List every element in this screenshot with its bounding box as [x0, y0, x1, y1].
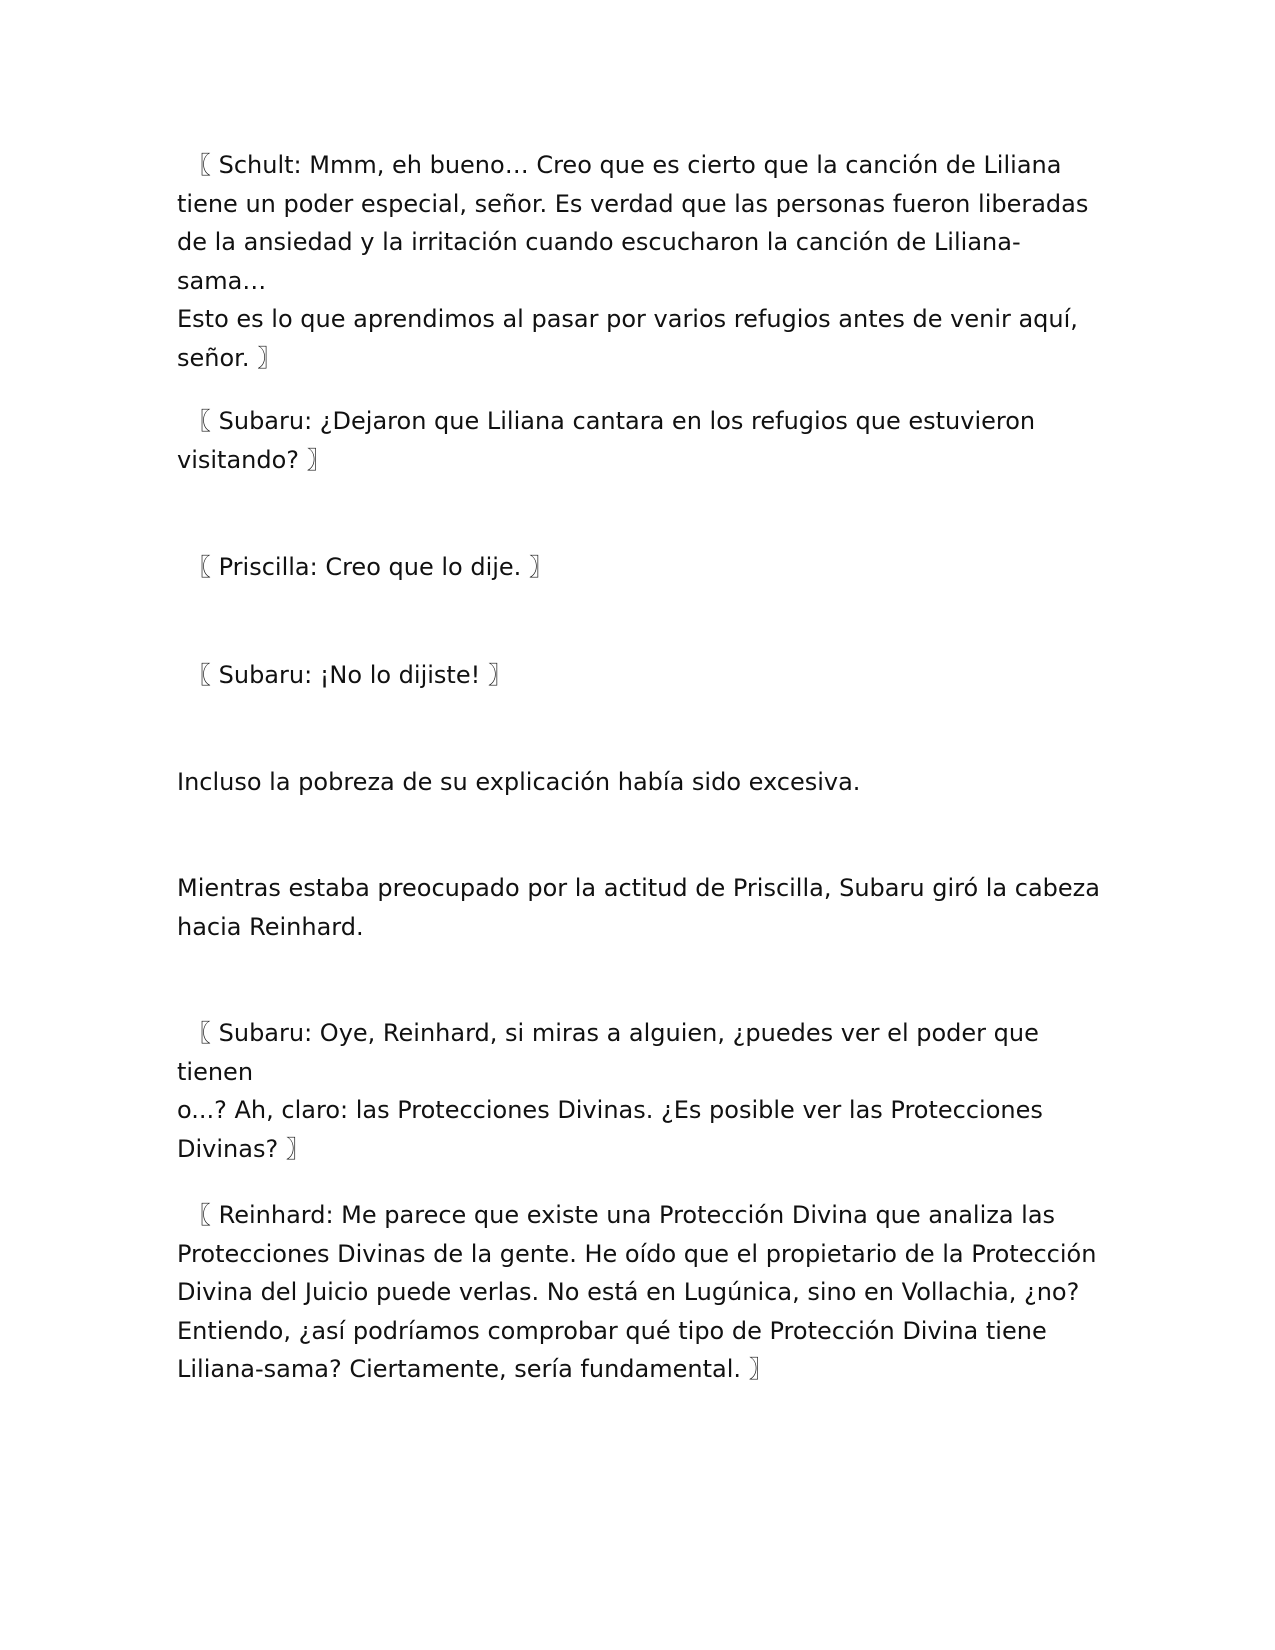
- paragraph-subaru-retort: 〖 Subaru: ¡No lo dijiste! 〗: [187, 661, 512, 689]
- paragraph-subaru-divine-protections: 〖 Subaru: Oye, Reinhard, si miras a alguien, ¿puedes ver el poder que tienen o...? Ah, claro: las Protecciones Divinas. ¿Es posible ver las Protecciones Divinas? 〗: [177, 1019, 1043, 1163]
- paragraph-priscilla-reply: 〖 Priscilla: Creo que lo dije. 〗: [187, 553, 553, 581]
- paragraph-schult-dialogue: 〖 Schult: Mmm, eh bueno… Creo que es cierto que la canción de Liliana tiene un poder especial, señor. Es verdad que las personas fueron liberadas de la ansiedad y la irritación cuando escucharon la canción de Liliana-sama… Esto es lo que aprendimos al pasar por varios refugios antes de venir aquí, señor. 〗: [177, 151, 1089, 372]
- paragraph-narration-reinhard: Mientras estaba preocupado por la actitud de Priscilla, Subaru giró la cabeza hacia Reinhard.: [177, 874, 1100, 941]
- paragraph-reinhard-reply: 〖 Reinhard: Me parece que existe una Protección Divina que analiza las Protecciones Divinas de la gente. He oído que el propietario de la Protección Divina del Juicio puede verlas. No está en Lugúnica, sino en Vollachia, ¿no? Entiendo, ¿así podríamos comprobar qué tipo de Protección Divina tiene Liliana-sama? Ciertamente, sería fundamental. 〗: [177, 1201, 1097, 1383]
- paragraph-narration-explanation: Incluso la pobreza de su explicación había sido excesiva.: [177, 768, 861, 796]
- paragraph-subaru-question: 〖 Subaru: ¿Dejaron que Liliana cantara en los refugios que estuvieron visitando? 〗: [177, 407, 1036, 474]
